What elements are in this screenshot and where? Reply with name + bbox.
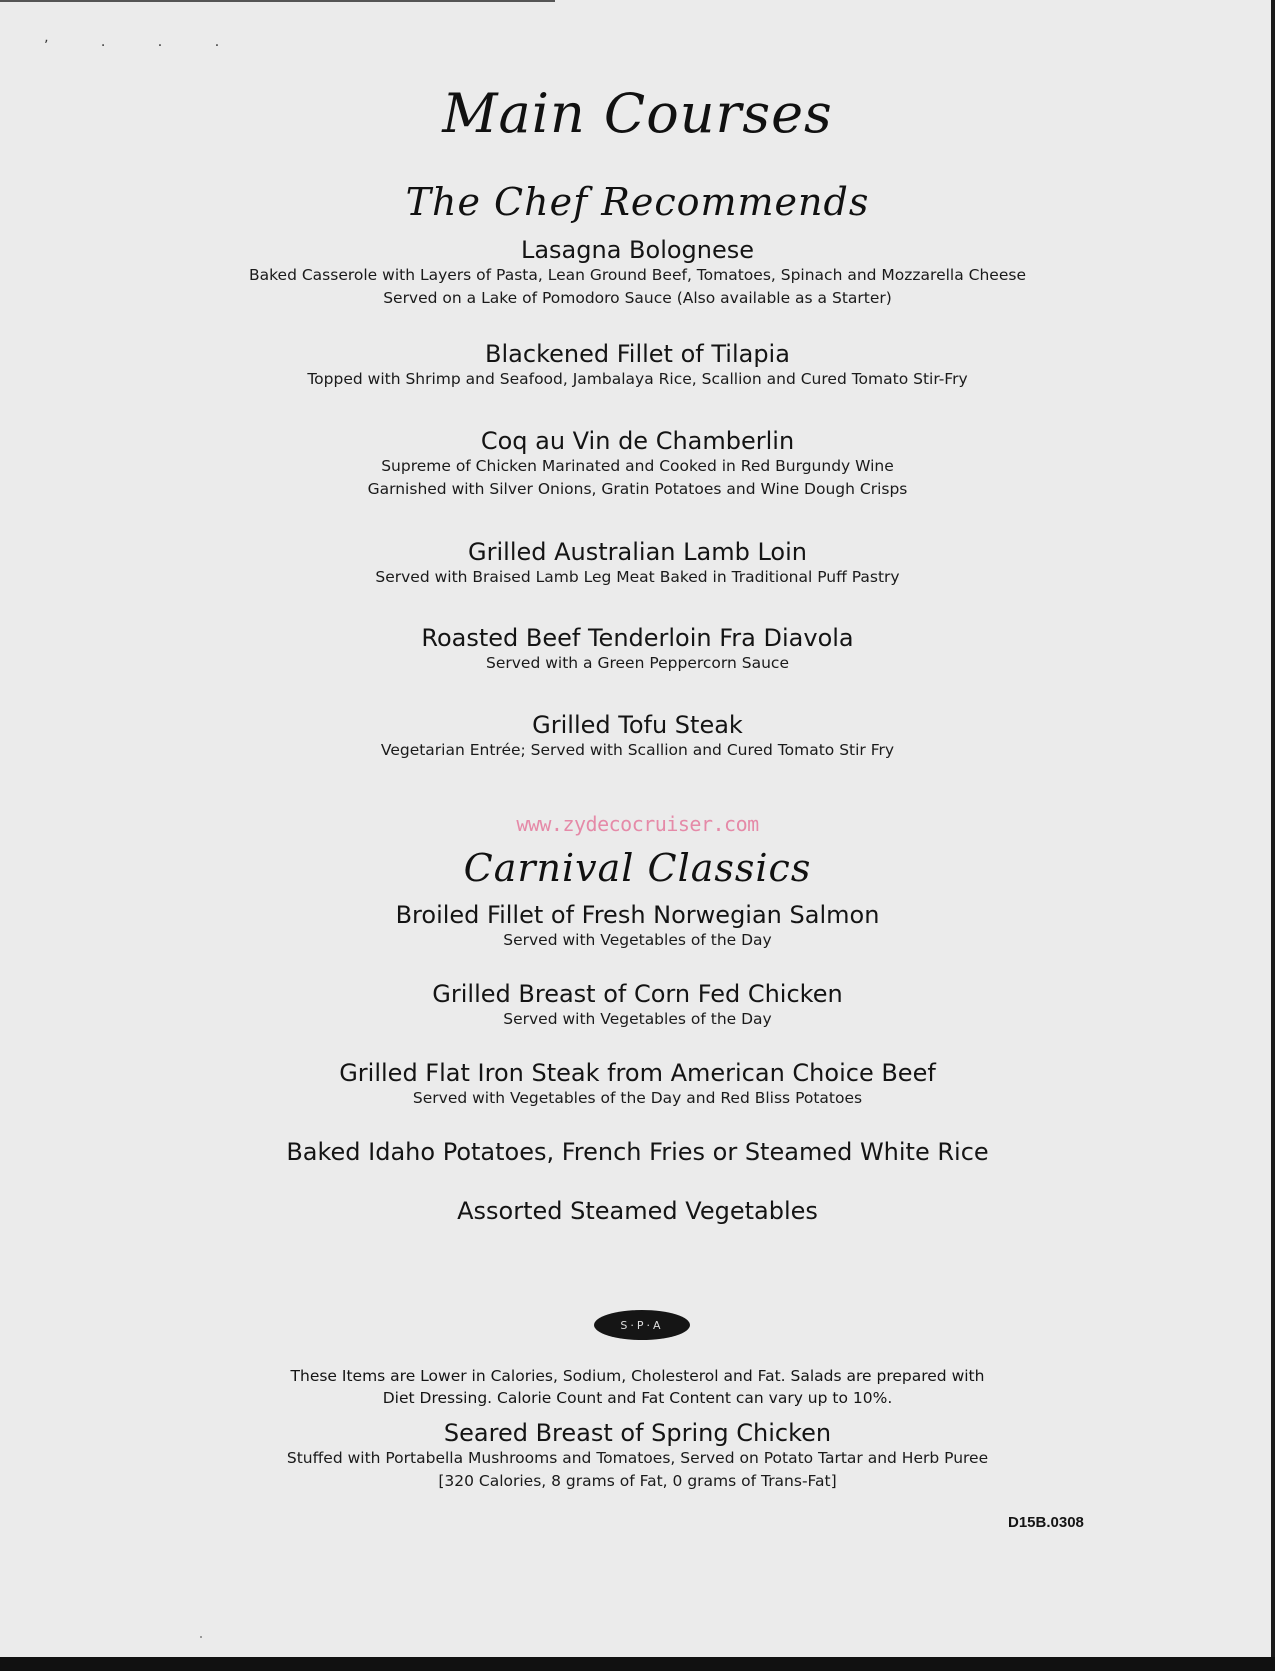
menu-side-vegetables <box>0 1197 1275 1225</box>
item-desc: Baked Casserole with Layers of Pasta, Lean Ground Beef, Tomatoes, Spinach and Mozzarella Cheese <box>249 266 1026 284</box>
item-name: Seared Breast of Spring Chicken <box>443 1419 832 1447</box>
item-name: Broiled Fillet of Fresh Norwegian Salmon <box>395 901 880 929</box>
item-desc: Served with Vegetables of the Day and Red Bliss Potatoes <box>412 1089 863 1107</box>
item-desc: Stuffed with Portabella Mushrooms and Tomatoes, Served on Potato Tartar and Herb Puree <box>286 1449 989 1467</box>
menu-item-coq-au-vin <box>0 427 1275 501</box>
scan-bottom-edge <box>0 1657 1275 1671</box>
menu-item-beef-tenderloin <box>0 624 1275 675</box>
item-name: Coq au Vin de Chamberlin <box>480 427 795 455</box>
item-desc: Supreme of Chicken Marinated and Cooked in Red Burgundy Wine <box>381 457 894 475</box>
item-name: Grilled Tofu Steak <box>532 711 743 739</box>
item-desc: Served on a Lake of Pomodoro Sauce (Also available as a Starter) <box>383 289 892 307</box>
menu-item-spa-chicken <box>0 1419 1275 1493</box>
item-desc: Served with a Green Peppercorn Sauce <box>486 654 789 672</box>
item-desc: Served with Braised Lamb Leg Meat Baked in Traditional Puff Pastry <box>375 568 900 586</box>
item-desc: Served with Vegetables of the Day <box>503 1010 772 1028</box>
item-desc: Garnished with Silver Onions, Gratin Potatoes and Wine Dough Crisps <box>367 480 908 498</box>
item-name: Grilled Australian Lamb Loin <box>468 538 807 566</box>
item-name: Baked Idaho Potatoes, French Fries or Steamed White Rice <box>286 1138 989 1166</box>
item-desc: Vegetarian Entrée; Served with Scallion and Cured Tomato Stir Fry <box>380 741 895 759</box>
menu-item-lasagna <box>0 236 1275 310</box>
scan-specks: ʼ · · · <box>44 38 244 54</box>
menu-item-tilapia <box>0 340 1275 391</box>
spa-note-line: These Items are Lower in Calories, Sodium, Cholesterol and Fat. Salads are prepared with <box>290 1367 985 1385</box>
scan-top-rule <box>0 0 555 2</box>
spa-note <box>0 1365 1275 1409</box>
menu-item-salmon <box>0 901 1275 952</box>
scan-dot <box>200 1636 202 1638</box>
menu-item-tofu-steak <box>0 711 1275 762</box>
spa-note-line: Diet Dressing. Calorie Count and Fat Content can vary up to 10%. <box>382 1389 893 1407</box>
item-name: Grilled Breast of Corn Fed Chicken <box>432 980 843 1008</box>
item-name: Blackened Fillet of Tilapia <box>485 340 790 368</box>
spa-logo <box>594 1310 690 1340</box>
item-name: Assorted Steamed Vegetables <box>457 1197 818 1225</box>
classics-section-title: Carnival Classics <box>463 846 812 890</box>
menu-item-chicken <box>0 980 1275 1031</box>
spa-logo-text: S·P·A <box>620 1318 664 1332</box>
item-name: Grilled Flat Iron Steak from American Choice Beef <box>339 1059 936 1087</box>
chef-section-title: The Chef Recommends <box>405 180 870 224</box>
item-desc: Topped with Shrimp and Seafood, Jambalaya Rice, Scallion and Cured Tomato Stir-Fry <box>307 370 968 388</box>
main-title: Main Courses <box>442 82 833 145</box>
item-desc: Served with Vegetables of the Day <box>503 931 772 949</box>
menu-item-flat-iron-steak <box>0 1059 1275 1110</box>
item-name: Roasted Beef Tenderloin Fra Diavola <box>421 624 854 652</box>
menu-side-potatoes <box>0 1138 1275 1166</box>
item-name: Lasagna Bolognese <box>520 236 755 264</box>
menu-item-lamb-loin <box>0 538 1275 589</box>
menu-code: D15B.0308 <box>1008 1514 1084 1531</box>
watermark-text: www.zydecocruiser.com <box>516 812 759 836</box>
item-desc: [320 Calories, 8 grams of Fat, 0 grams of Trans-Fat] <box>438 1472 837 1490</box>
